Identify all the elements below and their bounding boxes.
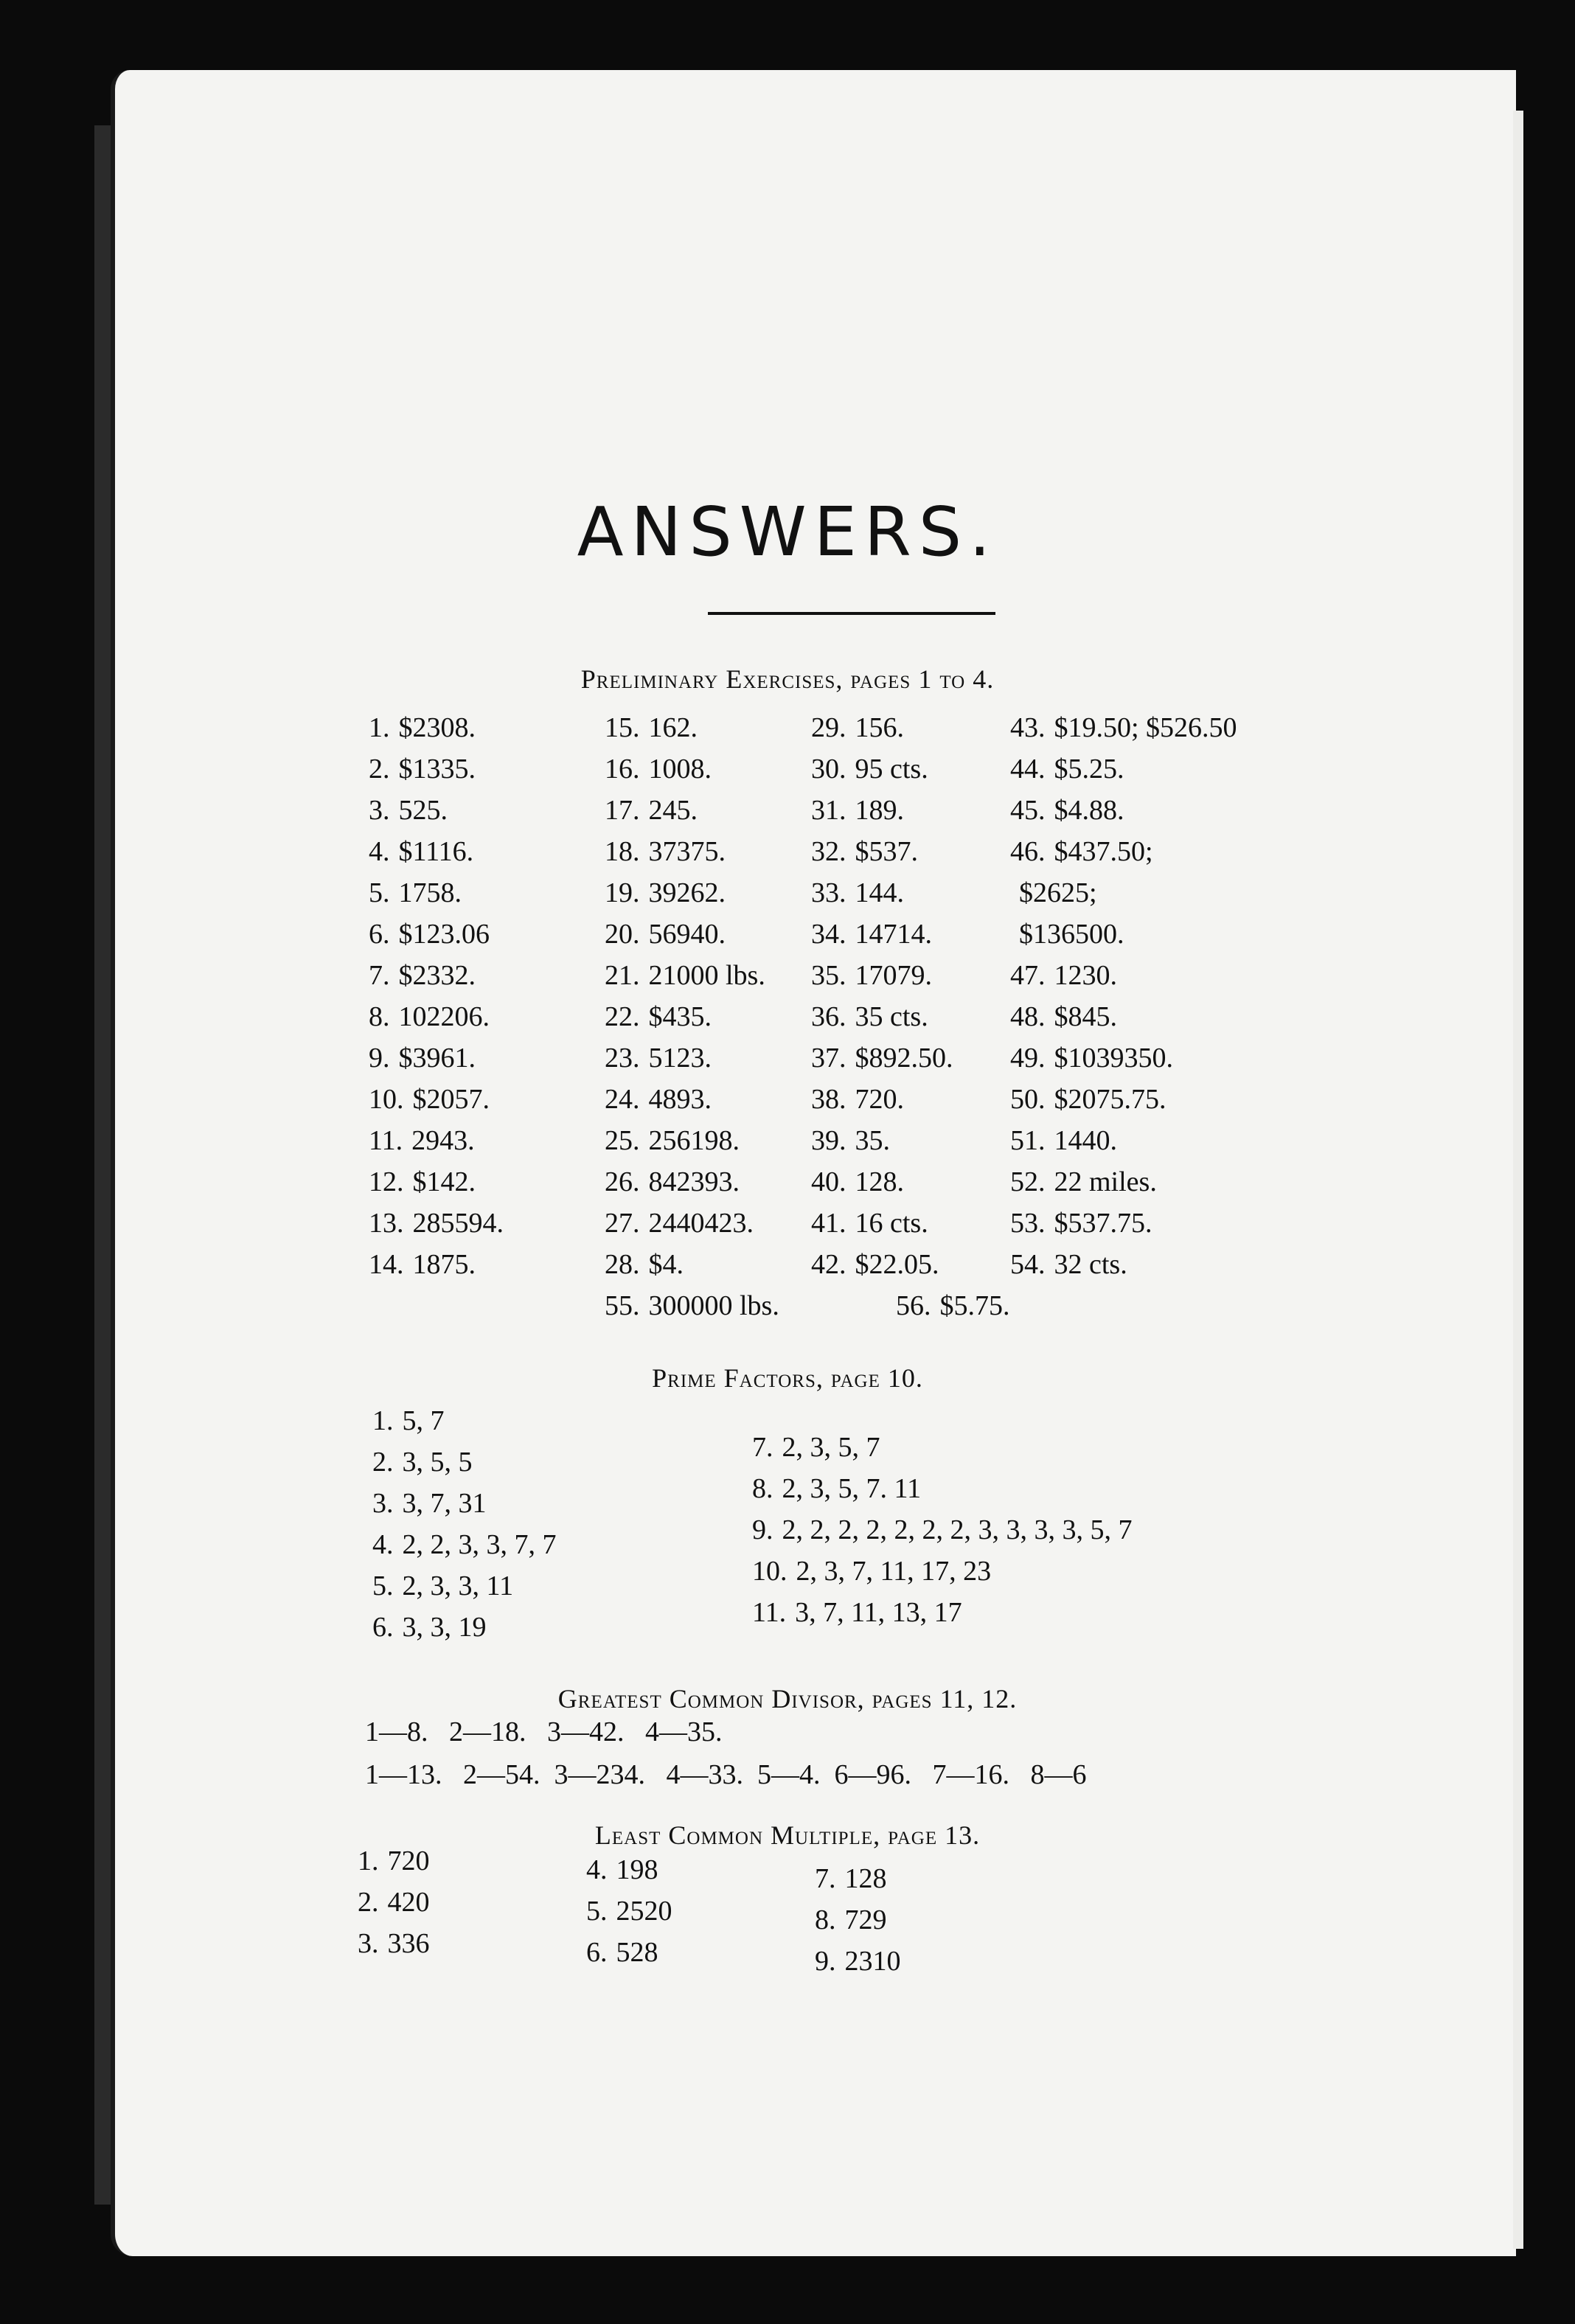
answer-value: 3, 7, 11, 13, 17: [795, 1597, 962, 1628]
answer-item: [605, 1085, 712, 1113]
answer-number: 30.: [811, 754, 846, 784]
answer-item: [1010, 1250, 1127, 1278]
answer-value: $4.88.: [1054, 795, 1124, 826]
answer-item: [752, 1598, 962, 1627]
answer-item: [815, 1947, 901, 1975]
answer-item: [369, 714, 476, 742]
answer-item: [369, 1044, 476, 1072]
answer-item: [811, 961, 932, 989]
answer-value: 5123.: [648, 1043, 712, 1074]
answer-number: 3.: [369, 795, 390, 826]
answer-number: 39.: [811, 1125, 846, 1156]
answer-value: 2440423.: [648, 1208, 754, 1239]
answer-number: 14.: [369, 1249, 404, 1280]
answer-item: [815, 1865, 887, 1893]
page-title: ANSWERS.: [577, 493, 998, 571]
answer-number: 36.: [811, 1001, 846, 1032]
answer-value: 17079.: [855, 960, 932, 991]
answer-item: [1010, 1044, 1173, 1072]
answer-value: $2075.75.: [1054, 1084, 1167, 1115]
answer-value: 2, 2, 3, 3, 7, 7: [402, 1529, 557, 1560]
answer-number: 20.: [605, 919, 640, 950]
answer-value: 189.: [855, 795, 904, 826]
answer-item: [369, 1209, 504, 1237]
answer-item: [811, 879, 904, 907]
answer-value: 144.: [855, 877, 904, 908]
answer-value: 729: [844, 1904, 887, 1935]
answer-number: 34.: [811, 919, 846, 950]
answer-value: 3, 5, 5: [402, 1447, 473, 1478]
answer-item: [1010, 1168, 1157, 1196]
answer-number: 15.: [605, 712, 640, 743]
answer-value: 5, 7: [402, 1405, 445, 1436]
answer-value: $5.75.: [939, 1290, 1010, 1321]
answer-number: 1.: [372, 1405, 394, 1436]
answer-value: 1758.: [398, 877, 462, 908]
answer-number: 33.: [811, 877, 846, 908]
answer-value: 336: [387, 1928, 430, 1959]
answer-number: 11.: [369, 1125, 403, 1156]
answer-number: 8.: [815, 1904, 836, 1935]
answer-item: [1010, 796, 1124, 824]
answer-value: 35 cts.: [855, 1001, 928, 1032]
answer-value: 2, 3, 7, 11, 17, 23: [796, 1556, 992, 1587]
answer-item: [605, 714, 698, 742]
answer-item: [811, 1127, 890, 1155]
answer-number: 18.: [605, 836, 640, 867]
answer-number: 46.: [1010, 836, 1046, 867]
answer-value: 300000 lbs.: [648, 1290, 779, 1321]
answer-value: $123.06: [398, 919, 490, 950]
answer-value: $2308.: [398, 712, 476, 743]
answer-item: [1010, 755, 1124, 783]
answer-item: [586, 1938, 658, 1966]
answer-number: 2.: [358, 1887, 379, 1918]
answer-number: 54.: [1010, 1249, 1046, 1280]
answer-number: 26.: [605, 1166, 640, 1197]
answer-number: 23.: [605, 1043, 640, 1074]
answer-item: [605, 961, 765, 989]
answer-item: [369, 961, 476, 989]
answer-value: 1875.: [412, 1249, 476, 1280]
answer-value: 245.: [648, 795, 698, 826]
answer-value: 2, 3, 5, 7. 11: [782, 1473, 922, 1504]
answer-value: $1335.: [398, 754, 476, 784]
answer-number: 2.: [369, 754, 390, 784]
answer-item: [811, 1003, 928, 1031]
answer-number: 43.: [1010, 712, 1046, 743]
answer-value: 37375.: [648, 836, 726, 867]
answer-item: [1010, 920, 1124, 948]
answer-item: [372, 1448, 473, 1476]
answer-number: 19.: [605, 877, 640, 908]
answer-value: $845.: [1054, 1001, 1117, 1032]
answer-number: 56.: [896, 1290, 931, 1321]
answer-item: [369, 1168, 476, 1196]
answer-value: $3961.: [398, 1043, 476, 1074]
answer-item: [369, 920, 490, 948]
book-page: [111, 70, 1516, 2256]
title-rule: [708, 612, 995, 615]
answer-number: 6.: [372, 1612, 394, 1643]
answer-item: [752, 1433, 880, 1461]
answer-number: 4.: [372, 1529, 394, 1560]
answer-item: [369, 838, 473, 866]
answer-number: 6.: [369, 919, 390, 950]
answer-number: 27.: [605, 1208, 640, 1239]
answer-number: 48.: [1010, 1001, 1046, 1032]
section-heading: Preliminary Exercises, pages 1 to 4.: [580, 664, 995, 694]
answer-item: [605, 838, 726, 866]
answer-item: [811, 1085, 904, 1113]
answer-value: $4.: [648, 1249, 684, 1280]
answer-item: [811, 796, 904, 824]
answer-number: 4.: [586, 1854, 608, 1885]
answer-value: 2, 3, 5, 7: [782, 1432, 880, 1463]
answer-number: 24.: [605, 1084, 640, 1115]
answer-item: [1010, 1085, 1167, 1113]
answer-item: [358, 1888, 430, 1916]
answer-item: [1010, 1209, 1152, 1237]
answer-number: 4.: [369, 836, 390, 867]
answer-number: 7.: [752, 1432, 773, 1463]
section-heading: Greatest Common Divisor, pages 11, 12.: [557, 1684, 1018, 1714]
answer-item: [372, 1489, 487, 1517]
answer-item: [1010, 714, 1237, 742]
answer-item: [1010, 838, 1153, 866]
answer-number: 51.: [1010, 1125, 1046, 1156]
gcd-line: 1—13. 2—54. 3—234. 4—33. 5—4. 6—96. 7—16. 8—6: [365, 1759, 1087, 1790]
answer-number: 5.: [372, 1570, 394, 1601]
answer-value: 256198.: [648, 1125, 740, 1156]
answer-item: [811, 838, 918, 866]
gcd-line: 1—8. 2—18. 3—42. 4—35.: [365, 1716, 723, 1747]
answer-item: [369, 796, 448, 824]
answer-number: 5.: [369, 877, 390, 908]
answer-value: 56940.: [648, 919, 726, 950]
answer-value: 420: [387, 1887, 430, 1918]
answer-number: 1.: [358, 1845, 379, 1876]
answer-value: 2520: [616, 1896, 672, 1927]
answer-value: 14714.: [855, 919, 932, 950]
answer-item: [1010, 1003, 1117, 1031]
answer-item: [896, 1292, 1010, 1320]
answer-item: [605, 1127, 740, 1155]
answer-number: 47.: [1010, 960, 1046, 991]
answer-item: [752, 1557, 991, 1585]
answer-number: 32.: [811, 836, 846, 867]
answer-item: [369, 755, 476, 783]
answer-item: [369, 1003, 490, 1031]
answer-value: $22.05.: [855, 1249, 939, 1280]
answer-number: 22.: [605, 1001, 640, 1032]
answer-value: 16 cts.: [855, 1208, 928, 1239]
answer-number: 21.: [605, 960, 640, 991]
answer-value: $19.50; $526.50: [1054, 712, 1237, 743]
answer-number: 9.: [369, 1043, 390, 1074]
section-heading: Least Common Multiple, page 13.: [594, 1820, 981, 1850]
answer-item: [811, 1250, 939, 1278]
answer-value: $537.: [855, 836, 918, 867]
answer-value: $892.50.: [855, 1043, 953, 1074]
answer-number: 3.: [372, 1488, 394, 1519]
answer-number: 3.: [358, 1928, 379, 1959]
answer-value: 102206.: [398, 1001, 490, 1032]
answer-item: [815, 1906, 887, 1934]
answer-number: 11.: [752, 1597, 787, 1628]
answer-number: 45.: [1010, 795, 1046, 826]
answer-value: 3, 7, 31: [402, 1488, 487, 1519]
answer-item: [1010, 879, 1097, 907]
answer-value: 528: [616, 1937, 658, 1968]
answer-value: 2, 3, 3, 11: [402, 1570, 514, 1601]
answer-value: 842393.: [648, 1166, 740, 1197]
answer-value: 2310: [844, 1946, 901, 1977]
answer-item: [811, 1168, 904, 1196]
answer-value: 525.: [398, 795, 448, 826]
answer-number: 44.: [1010, 754, 1046, 784]
answer-item: [605, 1003, 712, 1031]
answer-value: 1230.: [1054, 960, 1117, 991]
answer-number: 40.: [811, 1166, 846, 1197]
answer-item: [752, 1475, 921, 1503]
answer-item: [372, 1572, 513, 1600]
answer-item: [605, 1044, 712, 1072]
answer-number: 16.: [605, 754, 640, 784]
answer-value: 3, 3, 19: [402, 1612, 487, 1643]
answer-value: 22 miles.: [1054, 1166, 1157, 1197]
answer-number: 28.: [605, 1249, 640, 1280]
answer-item: [811, 1209, 928, 1237]
answer-value: 720: [387, 1845, 430, 1876]
answer-item: [369, 1085, 490, 1113]
answer-number: 17.: [605, 795, 640, 826]
answer-item: [605, 920, 726, 948]
answer-number: 55.: [605, 1290, 640, 1321]
section-heading: Prime Factors, page 10.: [652, 1363, 923, 1393]
answer-number: 52.: [1010, 1166, 1046, 1197]
answer-value: 32 cts.: [1054, 1249, 1127, 1280]
answer-item: [1010, 1127, 1117, 1155]
answer-number: 53.: [1010, 1208, 1046, 1239]
answer-value: 35.: [855, 1125, 890, 1156]
answer-value: $1039350.: [1054, 1043, 1173, 1074]
answer-number: 12.: [369, 1166, 404, 1197]
answer-number: 8.: [369, 1001, 390, 1032]
answer-number: 38.: [811, 1084, 846, 1115]
answer-item: [358, 1930, 430, 1958]
answer-number: 37.: [811, 1043, 846, 1074]
page-edge: [1513, 111, 1523, 2249]
answer-item: [605, 796, 698, 824]
answer-item: [586, 1856, 658, 1884]
answer-value: $1116.: [398, 836, 474, 867]
answer-item: [369, 1250, 476, 1278]
answer-item: [372, 1407, 445, 1435]
answer-item: [605, 879, 726, 907]
answer-item: [605, 755, 712, 783]
answer-number: 50.: [1010, 1084, 1046, 1115]
answer-value: 2943.: [411, 1125, 475, 1156]
answer-number: 31.: [811, 795, 846, 826]
answer-item: [369, 1127, 475, 1155]
answer-value: $2057.: [412, 1084, 490, 1115]
answer-item: [605, 1250, 684, 1278]
answer-number: 1.: [369, 712, 390, 743]
answer-value: $435.: [648, 1001, 712, 1032]
answer-value: $5.25.: [1054, 754, 1124, 784]
answer-item: [1010, 961, 1117, 989]
answer-item: [605, 1209, 754, 1237]
answer-value: 128: [844, 1863, 887, 1894]
answer-value: $437.50;: [1054, 836, 1153, 867]
answer-number: 49.: [1010, 1043, 1046, 1074]
answer-value: $537.75.: [1054, 1208, 1152, 1239]
answer-number: 7.: [369, 960, 390, 991]
answer-number: 25.: [605, 1125, 640, 1156]
answer-value: 198: [616, 1854, 658, 1885]
answer-value: $142.: [412, 1166, 476, 1197]
answer-number: 9.: [815, 1946, 836, 1977]
answer-number: 8.: [752, 1473, 773, 1504]
answer-item: [605, 1168, 740, 1196]
answer-value: 162.: [648, 712, 698, 743]
answer-value: $136500.: [1019, 919, 1124, 950]
answer-number: 10.: [369, 1084, 404, 1115]
answer-number: 6.: [586, 1937, 608, 1968]
answer-value: 1440.: [1054, 1125, 1117, 1156]
answer-number: 5.: [586, 1896, 608, 1927]
answer-item: [811, 920, 932, 948]
answer-number: 41.: [811, 1208, 846, 1239]
answer-item: [369, 879, 462, 907]
answer-value: 285594.: [412, 1208, 504, 1239]
answer-item: [811, 1044, 953, 1072]
answer-value: 128.: [855, 1166, 904, 1197]
answer-number: 42.: [811, 1249, 846, 1280]
answer-value: $2625;: [1019, 877, 1097, 908]
answer-value: 95 cts.: [855, 754, 928, 784]
answer-item: [605, 1292, 779, 1320]
answer-value: 21000 lbs.: [648, 960, 765, 991]
answer-number: 10.: [752, 1556, 788, 1587]
answer-value: 2, 2, 2, 2, 2, 2, 2, 3, 3, 3, 3, 5, 7: [782, 1514, 1133, 1545]
answer-value: 39262.: [648, 877, 726, 908]
answer-item: [752, 1516, 1133, 1544]
answer-number: 29.: [811, 712, 846, 743]
answer-item: [811, 714, 904, 742]
answer-number: 9.: [752, 1514, 773, 1545]
answer-item: [586, 1897, 672, 1925]
answer-number: 2.: [372, 1447, 394, 1478]
answer-value: 156.: [855, 712, 904, 743]
answer-value: 4893.: [648, 1084, 712, 1115]
answer-number: 7.: [815, 1863, 836, 1894]
answer-number: 35.: [811, 960, 846, 991]
answer-item: [811, 755, 928, 783]
answer-number: 13.: [369, 1208, 404, 1239]
answer-item: [372, 1531, 557, 1559]
answer-item: [372, 1613, 487, 1641]
answer-value: 1008.: [648, 754, 712, 784]
answer-value: 720.: [855, 1084, 904, 1115]
answer-value: $2332.: [398, 960, 476, 991]
answer-item: [358, 1847, 430, 1875]
